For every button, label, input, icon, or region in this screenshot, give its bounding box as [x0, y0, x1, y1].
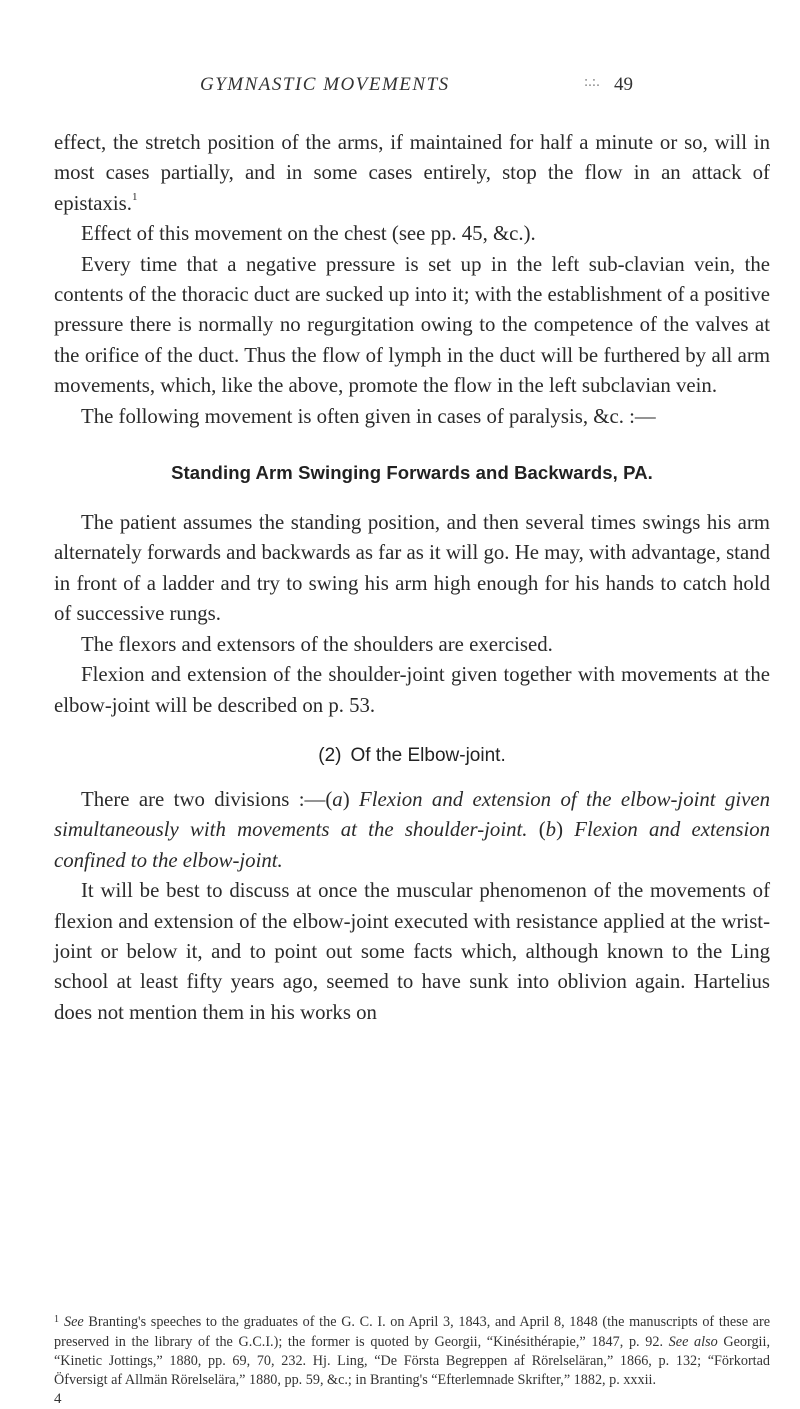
- paragraph: effect, the stretch position of the arms, if maintained for half a minute or so, will in most cases partially, and in some cases entirely, stop the flow in an attack of epistaxis.$^1$: [54, 131, 770, 215]
- footnote: $^1$ See Branting's speeches to the graduates of the G. C. I. on April 3, 1843, and April 8, 1848 (the manuscripts of these are preserved in the library of the G.C.I.); the former is quoted by Georgii, “Kinésithérapie,” 1847, p. 92. See also Georgii, “Kinetic Jottings,” 1880, pp. 69, 70, 232. Hj. Ling, “De Första Begreppen af Rörelseläran,” 1866, p. 132; “Förkortad Öfversigt af Allmän Rörelselära,” 1880, pp. 59, &c.; in Branting's “Efterlemnade Skrifter,” 1882, p. xxxii. 4: [54, 1314, 770, 1407]
- footnote-reference[interactable]: 1: [131, 190, 138, 203]
- paragraph: There are two divisions :—(a) Flexion and extension of the elbow-joint given simultaneously with movements at the shoulder-joint. (b) Flexion and extension confined to the elbow-joint.: [54, 787, 771, 872]
- paragraph: The following movement is often given in cases of paralysis, &c. :—: [81, 404, 656, 428]
- paragraph: It will be best to discuss at once the muscular phenomenon of the movements of flexion and extension of the elbow-joint executed with resistance applied at the wrist-joint or below it, and to point out some facts which, although known to the Ling school at least fifty years ago, seemed to have sunk into oblivion again. Hartelius does not mention them in his works on: [54, 879, 770, 1024]
- paragraph: Effect of this movement on the chest (see pp. 45, &c.).: [81, 222, 536, 246]
- book-page: [54, 0, 771, 1407]
- body-text: [54, 128, 770, 1028]
- paragraph: Flexion and extension of the shoulder-joint given together with movements at the elbow-joint will be described on p. 53.: [54, 663, 770, 717]
- footnote-mark: 1: [54, 1314, 59, 1325]
- paragraph: The patient assumes the standing position, and then several times swings his arm alternately forwards and backwards as far as it will go. He may, with advantage, stand in front of a ladder and try to swing his arm high enough for his hands to catch hold of successive rungs.: [54, 511, 770, 626]
- signature-mark: 4: [54, 1391, 62, 1407]
- section-title: Of the Elbow-joint.: [350, 744, 506, 766]
- running-head-title: GYMNASTIC MOVEMENTS: [200, 74, 450, 95]
- section-heading: [54, 745, 770, 767]
- running-head: [54, 74, 770, 100]
- running-head-mark: :.:.: [584, 74, 600, 90]
- paragraph: The flexors and extensors of the shoulders are exercised.: [81, 632, 553, 656]
- page-number: 49: [614, 74, 633, 95]
- section-number: (2): [318, 744, 342, 766]
- exercise-heading: Standing Arm Swinging Forwards and Backwards, PA.: [171, 462, 653, 484]
- paragraph: Every time that a negative pressure is set up in the left sub-clavian vein, the contents of the thoracic duct are sucked up into it; with the establishment of a positive pressure there is normally no regurgitation owing to the competence of the valves at the orifice of the duct. Thus the flow of lymph in the duct will be furthered by all arm movements, which, like the above, promote the flow in the left subclavian vein.: [54, 252, 770, 398]
